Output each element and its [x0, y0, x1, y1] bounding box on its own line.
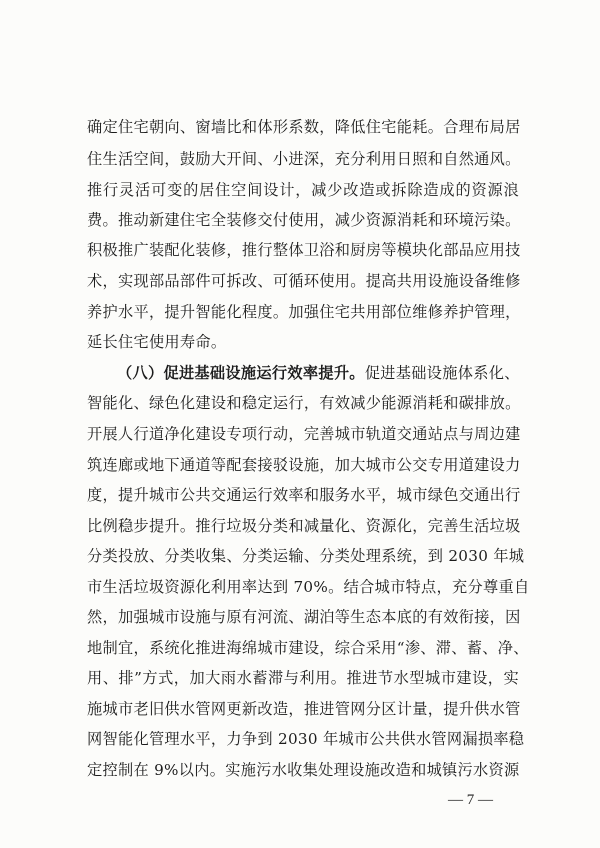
paragraph-2-line-1-rest: 促进基础设施体系化、 — [364, 364, 520, 382]
paragraph-1-line-6: 术，实现部品部件可拆改、可循环使用。提高共用设施设备维修 — [87, 272, 521, 290]
paragraph-2-line-1 — [117, 363, 519, 383]
paragraph-1-line-3: 推行灵活可变的居住空间设计，减少改造或拆除造成的资源浪 — [87, 181, 519, 199]
section-heading: （八）促进基础设施运行效率提升。 — [117, 364, 365, 382]
paragraph-2-line-4: 筑连廊或地下通道等配套接驳设施，加大城市公交专用道建设力 — [87, 456, 521, 474]
paragraph-2-line-7: 分类投放、分类收集、分类运输、分类处理系统，到 2030 年城 — [87, 547, 525, 565]
paragraph-2-line-11: 用、排”方式，加大雨水蓄滞与利用。推进节水型城市建设，实 — [87, 669, 519, 687]
paragraph-1-line-7: 养护水平，提升智能化程度。加强住宅共用部位维修养护管理， — [87, 303, 521, 321]
page-number: — 7 — — [448, 792, 493, 808]
paragraph-1-line-1: 确定住宅朝向、窗墙比和体形系数，降低住宅能耗。合理布局居 — [87, 118, 521, 136]
paragraph-1-line-8: 延长住宅使用寿命。 — [87, 333, 227, 351]
paragraph-2-line-8: 市生活垃圾资源化利用率达到 70%。结合城市特点，充分尊重自 — [87, 578, 530, 596]
paragraph-2-line-2: 智能化、绿色化建设和稳定运行，有效减少能源消耗和碳排放。 — [87, 394, 521, 412]
paragraph-1-line-2: 住生活空间，鼓励大开间、小进深，充分利用日照和自然通风。 — [87, 150, 521, 168]
paragraph-2-line-9: 然，加强城市设施与原有河流、湖泊等生态本底的有效衔接，因 — [87, 608, 521, 626]
paragraph-2-line-5: 度，提升城市公共交通运行效率和服务水平，城市绿色交通出行 — [87, 486, 521, 504]
paragraph-2-line-12: 施城市老旧供水管网更新改造，推进管网分区计量，提升供水管 — [87, 700, 521, 718]
paragraph-2-line-3: 开展人行道净化建设专项行动，完善城市轨道交通站点与周边建 — [87, 425, 521, 443]
paragraph-2-line-14: 定控制在 9%以内。实施污水收集处理设施改造和城镇污水资源 — [87, 761, 520, 779]
paragraph-2-line-13: 网智能化管理水平，力争到 2030 年城市公共供水管网漏损率稳 — [87, 730, 525, 748]
paragraph-1-line-4: 费。推动新建住宅全装修交付使用，减少资源消耗和环境污染。 — [87, 211, 521, 229]
paragraph-2-line-6: 比例稳步提升。推行垃圾分类和减量化、资源化，完善生活垃圾 — [87, 517, 521, 535]
paragraph-2-line-10: 地制宜，系统化推进海绵城市建设，综合采用“渗、滞、蓄、净、 — [87, 639, 529, 657]
paragraph-1-line-5: 积极推广装配化装修，推行整体卫浴和厨房等模块化部品应用技 — [87, 241, 521, 259]
